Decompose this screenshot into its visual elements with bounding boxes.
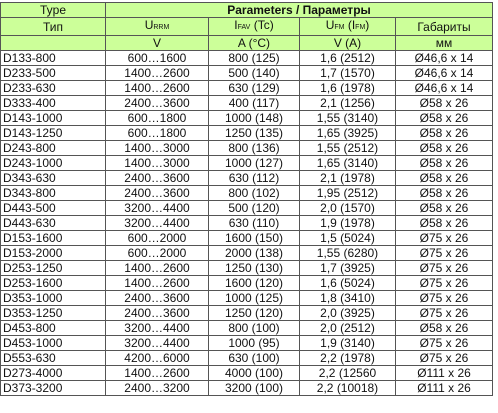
type-cell: D243-1000 (1, 156, 106, 171)
table-row (1, 126, 493, 141)
table-row (1, 246, 493, 261)
dimensions-cell: Ø58 x 26 (396, 96, 493, 111)
table-row (1, 366, 493, 381)
ifav-cell: 1600 (150) (209, 231, 300, 246)
ufm-cell: 1,55 (6280) (300, 246, 396, 261)
table-row (1, 66, 493, 81)
urrm-cell: 3200…4400 (106, 336, 209, 351)
ufm-cell: 1,9 (3140) (300, 336, 396, 351)
ufm-unit: V (A) (300, 36, 396, 51)
ufm-suffix: (I (344, 18, 356, 32)
ufm-cell: 2,1 (1256) (300, 96, 396, 111)
ifav-cell: 1250 (130) (209, 261, 300, 276)
table-row (1, 306, 493, 321)
dimensions-cell: Ø111 x 26 (396, 381, 493, 396)
type-cell: D373-3200 (1, 381, 106, 396)
dimensions-cell: Ø111 x 26 (396, 366, 493, 381)
dimensions-cell: Ø58 x 26 (396, 141, 493, 156)
ifm-subscript: FM (355, 24, 366, 31)
urrm-cell: 1400…2600 (106, 66, 209, 81)
dimensions-cell: Ø75 x 26 (396, 306, 493, 321)
urrm-cell: 3200…4400 (106, 321, 209, 336)
type-cell: D153-2000 (1, 246, 106, 261)
dimensions-unit: мм (396, 36, 493, 51)
dimensions-cell: Ø75 x 26 (396, 291, 493, 306)
ufm-cell: 1,6 (5024) (300, 276, 396, 291)
ufm-symbol: U (325, 18, 335, 32)
table-row (1, 261, 493, 276)
dimensions-cell: Ø58 x 26 (396, 201, 493, 216)
type-cell: D553-630 (1, 351, 106, 366)
ufm-cell: 1,8 (3410) (300, 291, 396, 306)
ifav-cell: 800 (100) (209, 321, 300, 336)
type-cell: D143-1250 (1, 126, 106, 141)
ifav-cell: 1000 (95) (209, 336, 300, 351)
type-cell: D353-1000 (1, 291, 106, 306)
urrm-cell: 2400…3600 (106, 96, 209, 111)
dimensions-cell: Ø75 x 26 (396, 231, 493, 246)
table-row (1, 81, 493, 96)
urrm-cell: 600…1800 (106, 126, 209, 141)
header-row-3 (1, 36, 493, 51)
dimensions-cell: Ø58 x 26 (396, 171, 493, 186)
table-row (1, 291, 493, 306)
table-row (1, 111, 493, 126)
type-cell: D153-1600 (1, 231, 106, 246)
type-cell: D253-1250 (1, 261, 106, 276)
ifav-cell: 1000 (125) (209, 291, 300, 306)
type-cell: D253-1600 (1, 276, 106, 291)
ufm-subscript: FM (334, 24, 345, 31)
type-cell: D453-1000 (1, 336, 106, 351)
urrm-cell: 600…1600 (106, 51, 209, 66)
urrm-subscript: RRM (153, 24, 170, 31)
ifav-cell: 630 (110) (209, 216, 300, 231)
table-row (1, 201, 493, 216)
table-row (1, 51, 493, 66)
ifav-header (209, 18, 300, 36)
ifav-cell: 2000 (138) (209, 246, 300, 261)
table-row (1, 96, 493, 111)
dimensions-cell: Ø46,6 x 14 (396, 66, 493, 81)
type-cell: D443-500 (1, 201, 106, 216)
type-cell: D343-630 (1, 171, 106, 186)
type-cell: D453-800 (1, 321, 106, 336)
urrm-cell: 3200…4400 (106, 216, 209, 231)
ufm-cell: 1,7 (1570) (300, 66, 396, 81)
ufm-cell: 1,6 (1978) (300, 81, 396, 96)
urrm-cell: 2400…3600 (106, 171, 209, 186)
table-row (1, 276, 493, 291)
urrm-cell: 2400…3600 (106, 306, 209, 321)
ufm-cell: 2,0 (3925) (300, 306, 396, 321)
dimensions-cell: Ø75 x 26 (396, 336, 493, 351)
type-cell: D233-500 (1, 66, 106, 81)
ifav-cell: 800 (136) (209, 141, 300, 156)
ifav-symbol: I (234, 18, 238, 32)
ufm-cell: 1,65 (3140) (300, 156, 396, 171)
ufm-cell: 1,6 (2512) (300, 51, 396, 66)
table-row (1, 156, 493, 171)
ufm-cell: 2,0 (2512) (300, 321, 396, 336)
type-cell: D333-400 (1, 96, 106, 111)
ifav-subscript: FAV (237, 24, 251, 31)
ifav-cell: 4000 (100) (209, 366, 300, 381)
type-header-blank (1, 36, 106, 51)
urrm-unit: V (106, 36, 209, 51)
ifav-cell: 630 (129) (209, 81, 300, 96)
ifav-cell: 1000 (148) (209, 111, 300, 126)
dimensions-cell: Ø58 x 26 (396, 156, 493, 171)
urrm-cell: 1400…3000 (106, 141, 209, 156)
ufm-cell: 2,1 (1978) (300, 171, 396, 186)
ufm-cell: 2,0 (1570) (300, 201, 396, 216)
ifav-cell: 1600 (120) (209, 276, 300, 291)
type-cell: D443-630 (1, 216, 106, 231)
dimensions-cell: Ø58 x 26 (396, 321, 493, 336)
dimensions-cell: Ø75 x 26 (396, 351, 493, 366)
type-header-ru: Тип (1, 18, 106, 36)
ufm-cell: 1,9 (1978) (300, 216, 396, 231)
ufm-cell: 1,95 (2512) (300, 186, 396, 201)
type-cell: D343-800 (1, 186, 106, 201)
ifav-cell: 500 (120) (209, 201, 300, 216)
type-cell: D233-630 (1, 81, 106, 96)
ufm-cell: 2,2 (10018) (300, 381, 396, 396)
ifav-cell: 800 (125) (209, 51, 300, 66)
urrm-cell: 1400…2600 (106, 366, 209, 381)
urrm-symbol: U (144, 18, 154, 32)
ifav-cell: 400 (117) (209, 96, 300, 111)
table-row (1, 336, 493, 351)
ifav-cell: 800 (102) (209, 186, 300, 201)
urrm-cell: 1400…2600 (106, 276, 209, 291)
ifav-cell: 630 (100) (209, 351, 300, 366)
ifav-cell: 500 (140) (209, 66, 300, 81)
type-cell: D353-1250 (1, 306, 106, 321)
ifav-cell: 3200 (100) (209, 381, 300, 396)
urrm-header (106, 18, 209, 36)
type-cell: D143-1000 (1, 111, 106, 126)
dimensions-cell: Ø46,6 x 14 (396, 51, 493, 66)
table-row (1, 351, 493, 366)
ufm-cell: 2,2 (1978) (300, 351, 396, 366)
dimensions-cell: Ø75 x 26 (396, 261, 493, 276)
ifav-unit: A (°C) (209, 36, 300, 51)
urrm-cell: 2400…3200 (106, 381, 209, 396)
dimensions-cell: Ø58 x 26 (396, 216, 493, 231)
urrm-cell: 2400…3600 (106, 291, 209, 306)
header-row-2 (1, 18, 493, 36)
urrm-cell: 1400…2600 (106, 261, 209, 276)
ufm-cell: 1,7 (3925) (300, 261, 396, 276)
table-row (1, 186, 493, 201)
parameters-table (0, 2, 493, 396)
table-body (1, 3, 493, 396)
header-row-1 (1, 3, 493, 18)
ifav-cell: 1250 (120) (209, 306, 300, 321)
urrm-cell: 600…1800 (106, 111, 209, 126)
ifav-suffix: (Tc) (250, 18, 274, 32)
table-row (1, 381, 493, 396)
urrm-cell: 600…2000 (106, 246, 209, 261)
type-cell: D273-4000 (1, 366, 106, 381)
table-wrapper (0, 2, 493, 396)
ufm-header (300, 18, 396, 36)
ifav-cell: 630 (112) (209, 171, 300, 186)
urrm-cell: 2400…3600 (106, 186, 209, 201)
urrm-cell: 1400…3000 (106, 156, 209, 171)
type-cell: D243-800 (1, 141, 106, 156)
table-row (1, 321, 493, 336)
urrm-cell: 600…2000 (106, 231, 209, 246)
ufm-cell: 2,2 (12560 (300, 366, 396, 381)
type-cell: D133-800 (1, 51, 106, 66)
table-row (1, 216, 493, 231)
urrm-cell: 4200…6000 (106, 351, 209, 366)
dimensions-cell: Ø46,6 x 14 (396, 81, 493, 96)
ufm-cell: 1,65 (3925) (300, 126, 396, 141)
dimensions-cell: Ø75 x 26 (396, 276, 493, 291)
urrm-cell: 3200…4400 (106, 201, 209, 216)
ufm-cell: 1,55 (2512) (300, 141, 396, 156)
parameters-header: Parameters / Параметры (106, 3, 493, 18)
dimensions-cell: Ø75 x 26 (396, 246, 493, 261)
type-header-en: Type (1, 3, 106, 18)
dimensions-cell: Ø58 x 26 (396, 111, 493, 126)
table-row (1, 171, 493, 186)
ufm-cell: 1,55 (3140) (300, 111, 396, 126)
urrm-cell: 1400…2600 (106, 81, 209, 96)
ufm-cell: 1,5 (5024) (300, 231, 396, 246)
table-row (1, 231, 493, 246)
table-row (1, 141, 493, 156)
dimensions-cell: Ø58 x 26 (396, 186, 493, 201)
ufm-suffix-close: ) (365, 18, 370, 32)
dimensions-header: Габариты (396, 18, 493, 36)
ifav-cell: 1000 (127) (209, 156, 300, 171)
ifav-cell: 1250 (135) (209, 126, 300, 141)
dimensions-cell: Ø58 x 26 (396, 126, 493, 141)
